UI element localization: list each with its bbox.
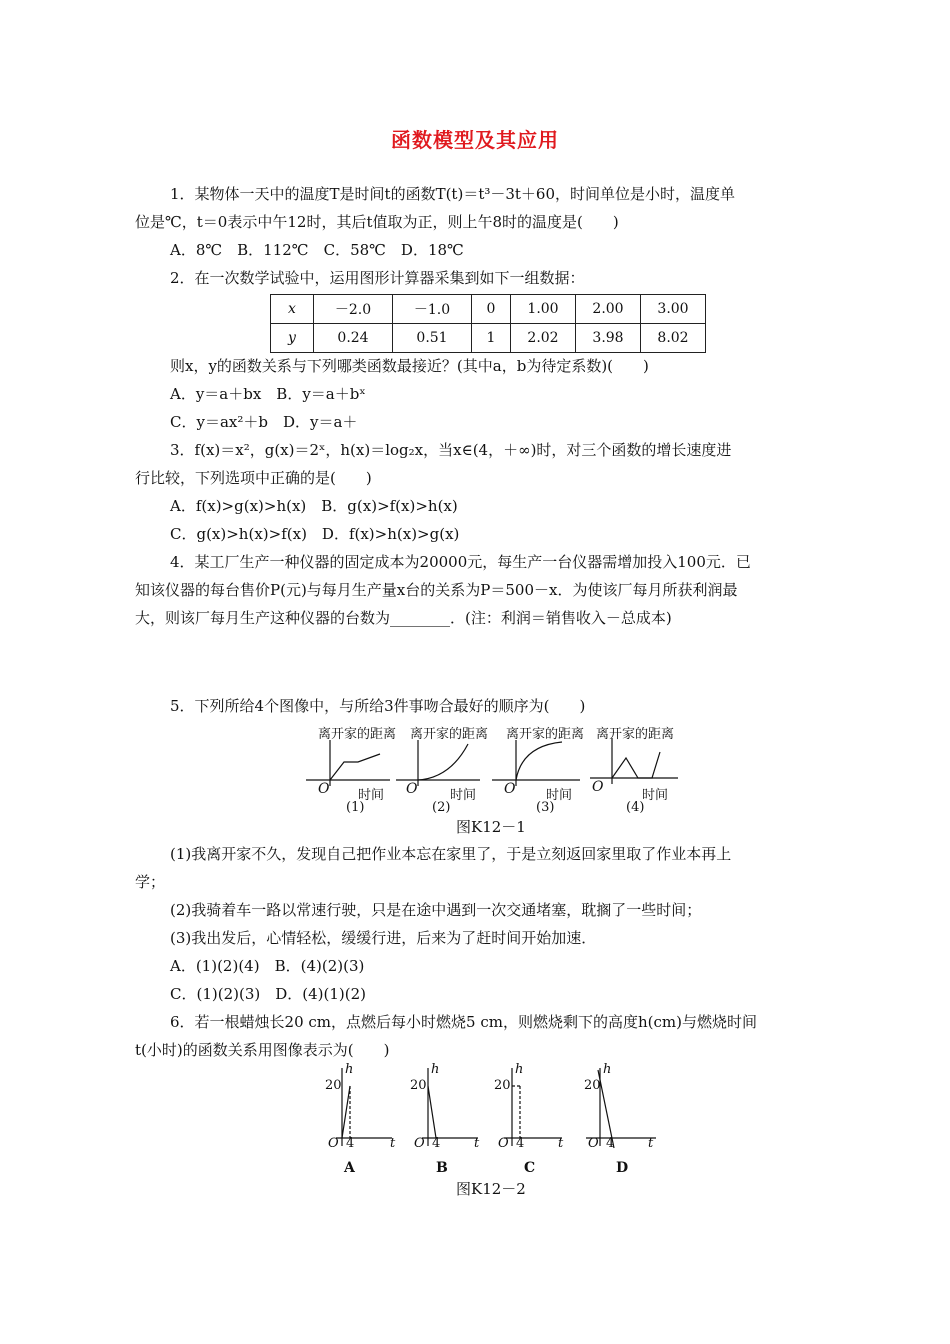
q1-line2: 位是℃，t＝0表示中午12时，其后t值取为正，则上午8时的温度是( ) <box>135 213 619 231</box>
q6-candle-height-graphs <box>310 1062 670 1158</box>
graphD-tlabel: t <box>648 1136 654 1151</box>
table-row <box>271 324 706 353</box>
graphA-label: A <box>344 1160 355 1176</box>
q1-line1: 1．某物体一天中的温度T是时间t的函数T(t)＝t³－3t＋60，时间单位是小时，温度单 <box>170 185 736 203</box>
table-cell: 0.51 <box>393 324 472 353</box>
q3-options-cd: C．g(x)>h(x)>f(x) D．f(x)>h(x)>g(x) <box>170 525 460 543</box>
q6-line1: 6．若一根蜡烛长20 cm，点燃后每小时燃烧5 cm，则燃烧剩下的高度h(cm)与燃烧时间 <box>170 1013 757 1031</box>
q3-line1: 3．f(x)＝x²，g(x)＝2ˣ，h(x)＝log₂x，当x∈(4，＋∞)时，对三个函数的增长速度进 <box>170 441 732 459</box>
q2-line1: 2．在一次数学试验中，运用图形计算器采集到如下一组数据： <box>170 269 585 287</box>
graphD-origin: O <box>588 1136 599 1151</box>
q5-event1-line1: (1)我离开家不久，发现自己把作业本忘在家里了，于是立刻返回家里取了作业本再上 <box>170 845 732 863</box>
table-header-y: y <box>271 324 314 353</box>
graph4-label: (4) <box>626 800 645 815</box>
table-cell: 3.98 <box>576 324 641 353</box>
graph2-ylabel: 离开家的距离 <box>410 727 489 742</box>
table-row <box>271 295 706 324</box>
graphB-x-tick: 4 <box>432 1136 441 1151</box>
graphA-x-tick: 4 <box>346 1136 355 1151</box>
graph3-ylabel: 离开家的距离 <box>506 727 585 742</box>
q3-options-ab: A．f(x)>g(x)>h(x) B．g(x)>f(x)>h(x) <box>170 497 458 515</box>
table-cell: 0 <box>472 295 511 324</box>
q1-options: A．8℃ B．112℃ C．58℃ D．18℃ <box>170 241 464 259</box>
graph3-label: (3) <box>536 800 555 815</box>
graph1-xlabel: 时间 <box>358 788 385 803</box>
graphA-origin: O <box>328 1136 339 1151</box>
graph1-origin: O <box>318 781 330 797</box>
q2-options-ab: A．y＝a＋bx B．y＝a＋bˣ <box>170 385 366 403</box>
graphC-label: C <box>524 1160 536 1176</box>
graphD-label: D <box>616 1160 629 1176</box>
graph1-label: (1) <box>346 800 365 815</box>
graph4-origin: O <box>592 779 604 795</box>
graphC-x-tick: 4 <box>516 1136 525 1151</box>
q2-options-cd: C．y＝ax²＋b D．y＝a＋ <box>170 413 358 431</box>
q5-event1-line2: 学； <box>135 873 166 891</box>
q4-line2: 知该仪器的每台售价P(元)与每月生产量x台的关系为P＝500－x．为使该厂每月所获利润最 <box>135 581 738 599</box>
figure-caption-k12-1: 图K12－1 <box>456 818 526 836</box>
table-cell: －1.0 <box>393 295 472 324</box>
table-cell: 0.24 <box>314 324 393 353</box>
graphD-hlabel: h <box>603 1062 612 1077</box>
graphA-hlabel: h <box>345 1062 354 1077</box>
q5-event2: (2)我骑着车一路以常速行驶，只是在途中遇到一次交通堵塞，耽搁了一些时间； <box>170 901 702 919</box>
graphC-origin: O <box>498 1136 509 1151</box>
graph2-xlabel: 时间 <box>450 788 477 803</box>
table-cell: 1 <box>472 324 511 353</box>
table-cell: 2.02 <box>511 324 576 353</box>
graphB-hlabel: h <box>431 1062 440 1077</box>
graphB-label: B <box>436 1160 448 1176</box>
graph3-origin: O <box>504 781 516 797</box>
graphB-origin: O <box>414 1136 425 1151</box>
graphB-y-tick: 20 <box>410 1078 427 1093</box>
graphB-tlabel: t <box>474 1136 480 1151</box>
graphA-tlabel: t <box>390 1136 396 1151</box>
q5-line1: 5．下列所给4个图像中，与所给3件事吻合最好的顺序为( ) <box>170 697 586 715</box>
table-cell: 1.00 <box>511 295 576 324</box>
table-cell: －2.0 <box>314 295 393 324</box>
graphA-y-tick: 20 <box>325 1078 342 1093</box>
graphD-x-tick: 4 <box>606 1136 615 1151</box>
q6-line2: t(小时)的函数关系用图像表示为( ) <box>135 1041 390 1059</box>
q5-event3: (3)我出发后，心情轻松，缓缓行进，后来为了赶时间开始加速． <box>170 929 597 947</box>
q4-line3: 大，则该厂每月生产这种仪器的台数为________．(注：利润＝销售收入－总成本) <box>135 609 672 627</box>
graph4-xlabel: 时间 <box>642 788 669 803</box>
figure-caption-k12-2: 图K12－2 <box>456 1180 526 1198</box>
q3-line2: 行比较，下列选项中正确的是( ) <box>135 469 372 487</box>
table-header-x: x <box>271 295 314 324</box>
graph2-label: (2) <box>432 800 451 815</box>
graph2-origin: O <box>406 781 418 797</box>
table-cell: 8.02 <box>641 324 706 353</box>
graphC-tlabel: t <box>558 1136 564 1151</box>
graph3-xlabel: 时间 <box>546 788 573 803</box>
graphD-y-tick: 20 <box>584 1078 601 1093</box>
graph1-ylabel: 离开家的距离 <box>318 727 397 742</box>
q4-line1: 4．某工厂生产一种仪器的固定成本为20000元，每生产一台仪器需增加投入100元．已 <box>170 553 751 571</box>
q2-data-table <box>270 294 706 353</box>
q5-options-ab: A．(1)(2)(4) B．(4)(2)(3) <box>170 957 365 975</box>
graphC-y-tick: 20 <box>494 1078 511 1093</box>
q2-line2: 则x，y的函数关系与下列哪类函数最接近？(其中a，b为待定系数)( ) <box>170 357 649 375</box>
graphC-hlabel: h <box>515 1062 524 1077</box>
q5-options-cd: C．(1)(2)(3) D．(4)(1)(2) <box>170 985 366 1003</box>
table-cell: 2.00 <box>576 295 641 324</box>
page-title: 函数模型及其应用 <box>391 128 559 152</box>
table-cell: 3.00 <box>641 295 706 324</box>
graph4-ylabel: 离开家的距离 <box>596 727 675 742</box>
